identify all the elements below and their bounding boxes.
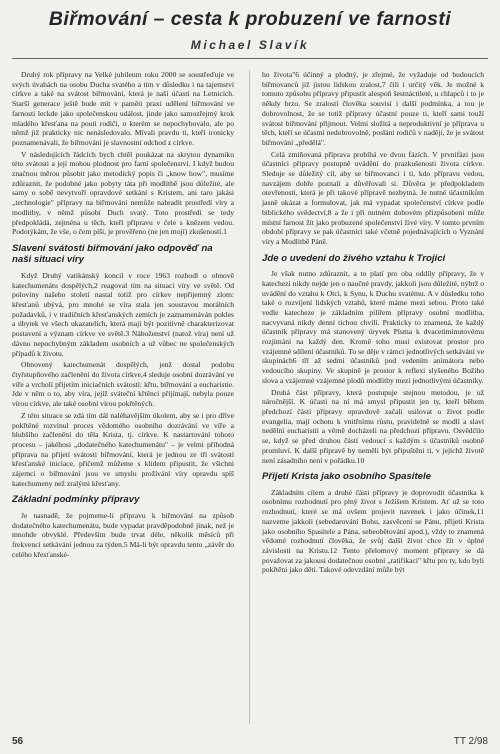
paragraph: Druhá část přípravy, která postupuje stejnou metodou, je už náročnější. K účasti na ní má smysl připustit jen ty, kteří během předchozí části přípravy opravdově začali usilovat o život podle evangelia, mají ochotu k vnitřnímu růstu, pravidelně se modlí a slaví nedělní eucharistii a věrně docházeli na předchozí přípravu. Osvědčilo se, když se před druhou částí vedoucí s každým s účastníků osobně promluví. K další přípravě by neměli být připuštěni ti, v jejichž životě není zásadního není v pořádku.10 (262, 387, 484, 465)
section-heading: Základní podmínky přípravy (12, 494, 140, 506)
column-divider (249, 70, 250, 724)
paragraph: Celá zmiňovaná příprava probíhá ve dvou fázích. V prvnifázi jsou účastníci přípravy postupně uváděni do prazkušenosti života církve. Sleduje se důležitý cíl, aby se biřmovanci i ti, kdo přípravu vedou, navzájem dobře poznali a důvěřovali si. Důvěra je předpokladem otevřenosti, která je při takové přípravě nezbytná. Je nutné účastníkům jasně ukázat a formulovat, jak má vypadat společenství církve podle biblického svědectví,8 a že i při nutném dobovém přizpůsobení může místní farnost žít jako probuzené společenství živé víry. V tomto prvním období přípravy se pak účastníci také včetně pojednávajících o Vyznání víry a Modlitbě Páně. (262, 149, 484, 246)
paragraph: Z této situace se zdá tím dál naléhavějším úkolem, aby se i pro dříve pokřtěné rozvinul proces vědomého osobního dozrávání ve víře a hlubšího začlenění do těla Krista, tj. církve. K nastartování tohoto procesu – jakéhosi „dodatečného katechumenátu" – je velmi příhodná příprava na přijetí svátosti biřmování, která je jednou ze tří svátostí křesťanské iniciace, přičemž můžeme s klidem připustit, že všichni zájemci o biřmování jsou ve smyslu prožívání víry opravdu spíš katechumeny než zralými křesťany. (12, 410, 234, 488)
article-title: Biřmování – cesta k probuzení ve farnosti (48, 8, 452, 30)
paragraph: Druhý rok přípravy na Velké jubileum roku 2000 se soustřeďuje ve svých úvahách na osobu Ducha svatého a tím v důsledku i na tajemství církve a také na svátost biřmování, která je naší účastí na Letnicích. Starší generace ještě bude mít v paměti praxi udělení biřmování ve farnosti leckde jako společenskou událost, jinde jako samozřejmý krok mladého křesťana na pouti rodiči, o kterém se nepochybovalo, ale po němž již prakticky nic nenásledovalo. Mívali pravdu ti, kteří ironicky poznamenávali, že biřmování je slavnostní odchod z církve. (12, 70, 234, 147)
text-column-right (262, 70, 484, 724)
paragraph: V následujících řádcích bych chtěl poukázat na skrytou dynamiku této svátosti a její mohou plodnost pro farní společenství. I když budou značnou měrou působit jako metodický popis či „know how", musíme zdůraznit, že podobné jako pobyty táta při modlitbě jsou důležité, ale samy o sobě nevytvoří opravdové setkání s Kristem, ani taro jakási „technologie" přípravy na biřmování nemůže nahradit prostředí víry a modlitby, v němž působí Duch svatý. Toto prostředí se tedy předpokládá, zejména u těch, kteří přípravu v čele s knězem vedou. Podotýkám, že vše, o čem píši, je prověřeno (ne jen mojí) zkušeností.1 (12, 149, 234, 237)
issue-label: TT 2/98 (453, 736, 488, 747)
paragraph: Základním cílem a druhé části přípravy je doprovodit účastníka k osobnímu rozhodnutí pro plný život s Ježíšem Kristem. Ať už se toto rozhodnutí, které se má ovšem projevit navenek i jako účinek,11 nazveme jakkoli (sebedarování Bohu, zasvěcení se Pánu, přijetí Krista jako osobního Spasitele a Pána, sebeobětování apod.), vždy to znamená vědomé rozhodnutí člověka, že svůj další život chce žít v úplné závislosti na Kristu.12 Tento přelomový moment přípravy se dá považovat za jakousi dodatečnou osobní „ratifikaci" křtu pro ty, kdo byli pokřtěni jako děti. Takové odevzdání může být (262, 487, 484, 575)
page-number: 56 (12, 736, 24, 747)
paragraph: Je nasnadě, že pojmeme-li přípravu k biřmování na způsob dodatečného katechumenátu, bude vypadat pravděpodobně jinak, než je mnohde obvyklé. Především bude trvat déle, několik měsíců při frekvenci setkávání jednou za týden.5 Má-li být opravdu tento „závěr do celého křesťanské- (12, 510, 234, 559)
paragraph: Obnovený katechumenát dospělých, jenž dostal podobu čtyřstupňového začlenění do života církve,4 sleduje osobní dozrávání ve víře a vrcholí přijetím iniciačních svátostí: křtu, biřmování a eucharistie. Jde v něm o to, aby víra, jejíž sváteční křtěnci přijímají, nebyla pouze vírou církve, ale také osobní vírou pokřtěných. (12, 360, 234, 409)
article-author: Michael Slavík (190, 38, 310, 52)
section-heading: Slavení svátosti biřmování jako odpověď na naši situaci víry (12, 242, 213, 266)
title-divider (12, 58, 488, 59)
text-column-left (12, 70, 234, 724)
section-heading: Přijetí Krista jako osobního Spasitele (262, 471, 432, 483)
section-heading: Jde o uvedení do živého vztahu k Trojici (262, 252, 446, 264)
paragraph: ho života"6 účinný a plodný, je zřejmé, že vyžaduje od budoucích biřmovanců již jistou lidskou zralost,7 čili i určitý věk. Je možné k tomuto způsobu přípravy připustit alespoň šestnáctileté, u chlapců i to je někdy brzo. Se zralostí člověka souvisí i další podmínka, a tou je dobrovolnost, že se totiž přípravy účastní pouze ti, kteří sami touží svátost biřmování přijmout. Velmi složitá a neproduktivní je příprava u těch, kteří se účastní nedobrovolně, poslání rodičů v naději, že je svátost biřmování „předělá". (262, 70, 484, 147)
paragraph: Když Druhý vatikánský koncil v roce 1963 rozhodl o obnově katechumenátu dospělých,2 reagoval tím na situaci víry ve světě. Od poloviny našeho století nastal totiž pro církev nepřijemný zlom: křesťanů ubývá, pro mnohé se víra stala jen soustavou morálních požadavků, i v tradičních křesťanských zemích je zaznamenáván pokles a úbytek ve všech ukazatelích, která mají být pozitivně charakterizovat postavení a význam církve ve světě.3 Náboženství (natož víra) není už dávno nepochybným základem osobních a už vůbec ne společenských případů k životu. (12, 270, 234, 358)
paragraph: Je však nutno zdůraznit, a to platí pro oba oddíly přípravy, že v katechezi nikdy nejde jen o naučné pravdy, jakkoli jsou důležité, nýbrž o uvádění do vztahu k Otci, k Synu, k Duchu svatému. A v důsledku toho také o rozvíjení lidských vztahů, které máme mezi sebou. Proto také vedle katecheze je základním pilířem přípravy osobní modlitba, nacvyvaná nikdy denní tichou chvílí. Prakticky to znamená, že každý účastník přípravy má stanovený úryvek Písma k dvacetiminutovému rozjímání na každý den. Kromě toho musí existovat prostor pro vzájemné sdílení účastníků. To se děje v rámci jednotlivých setkávání ve skupinách6 tří až sedmi účastníků pod vedením animátora nebo vedoucího skupiny. Ve skupině je prostor k reflexi slyšeného Božího slova a vzájemné vzájemné plodů modlitby mezi jednotlivými účastníky. (262, 269, 484, 385)
